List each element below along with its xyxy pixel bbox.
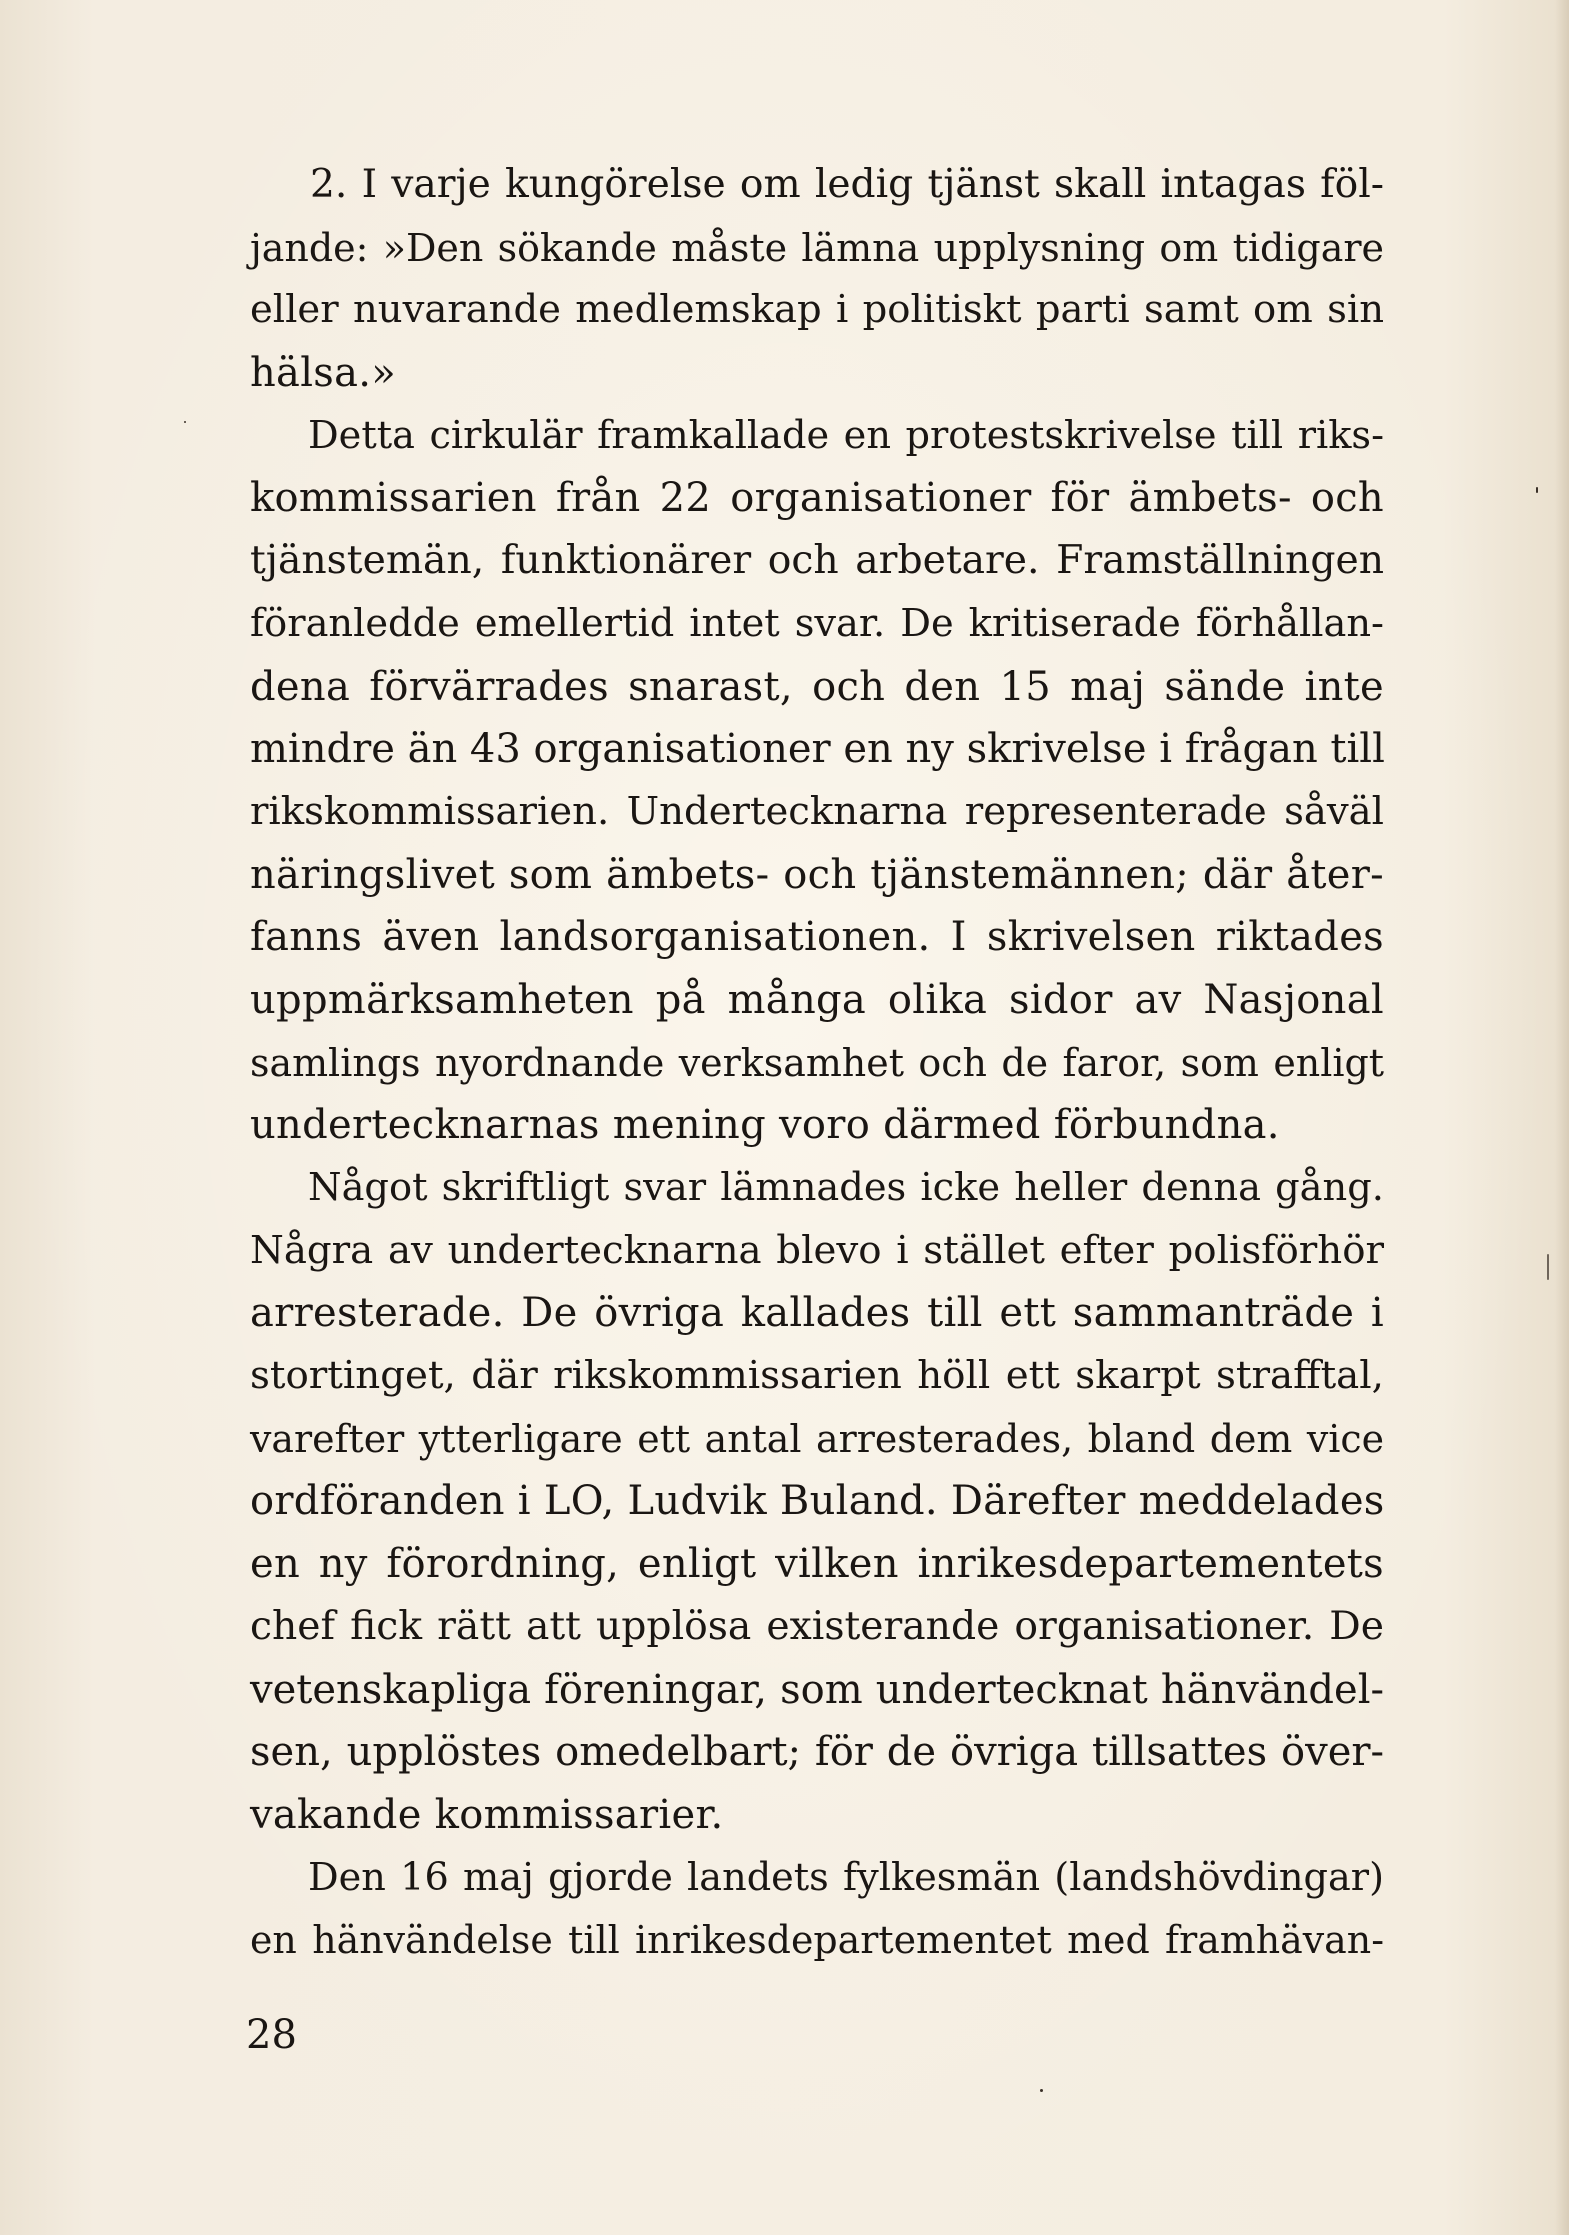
text-line: Något skriftligt svar lämnades icke heller denna gång. [308,1165,1384,1210]
text-line: vakande kommissarier. [250,1791,724,1838]
print-speck [1547,1254,1549,1280]
text-line: uppmärksamheten på många olika sidor av Nasjonal [250,976,1384,1023]
text-line: en ny förordning, enligt vilken inrikesdepartementets [250,1541,1384,1588]
text-line: varefter ytterligare ett antal arresterades, bland dem vice [250,1416,1384,1461]
text-line: undertecknarnas mening voro därmed förbundna. [250,1102,1280,1149]
text-line: stortinget, där rikskommissarien höll ett skarpt strafftal, [250,1353,1384,1399]
page-edge-shadow [1555,0,1569,2235]
text-line: eller nuvarande medlemskap i politiskt parti samt om sin [250,287,1384,333]
text-line: samlings nyordnande verksamhet och de faror, som enligt [250,1040,1384,1085]
text-line: mindre än 43 organisationer en ny skrivelse i frågan till [250,726,1385,773]
text-line: fanns även landsorganisationen. I skrivelsen riktades [250,914,1384,961]
text-line: föranledde emellertid intet svar. De kritiserade förhållan- [250,600,1384,646]
text-line: ordföranden i LO, Ludvik Buland. Därefter meddelades [250,1478,1385,1525]
text-line: tjänstemän, funktionärer och arbetare. Framställningen [250,538,1384,584]
print-speck [1536,487,1538,493]
text-line: Detta cirkulär framkallade en protestskrivelse till riks- [308,412,1384,458]
text-line: Några av undertecknarna blevo i stället efter polisförhör [250,1227,1384,1273]
text-line: jande: »Den sökande måste lämna upplysning om tidigare [250,225,1384,270]
text-line: vetenskapliga föreningar, som undertecknat hänvändel- [250,1666,1384,1713]
text-line: näringslivet som ämbets- och tjänstemännen; där åter- [250,851,1384,898]
body-text [250,154,1384,1972]
text-line: arresterade. De övriga kallades till ett sammanträde i [250,1290,1384,1337]
text-line: kommissarien från 22 organisationer för ämbets- och [250,475,1384,522]
text-line: rikskommissarien. Undertecknarna representerade såväl [250,788,1384,834]
text-line: 2. I varje kungörelse om ledig tjänst skall intagas föl- [310,162,1384,207]
print-speck [1040,2089,1043,2092]
text-line: Den 16 maj gjorde landets fylkesmän (landshövdingar) [308,1855,1384,1900]
print-speck [184,421,186,423]
text-line: dena förvärrades snarast, och den 15 maj sände inte [250,663,1384,710]
page-number: 28 [246,2012,297,2058]
text-line: sen, upplöstes omedelbart; för de övriga tillsattes över- [250,1729,1384,1776]
text-line: en hänvändelse till inrikesdepartementet med framhävan- [250,1918,1384,1963]
text-line: hälsa.» [250,350,397,397]
text-line: chef fick rätt att upplösa existerande organisationer. De [250,1603,1384,1649]
